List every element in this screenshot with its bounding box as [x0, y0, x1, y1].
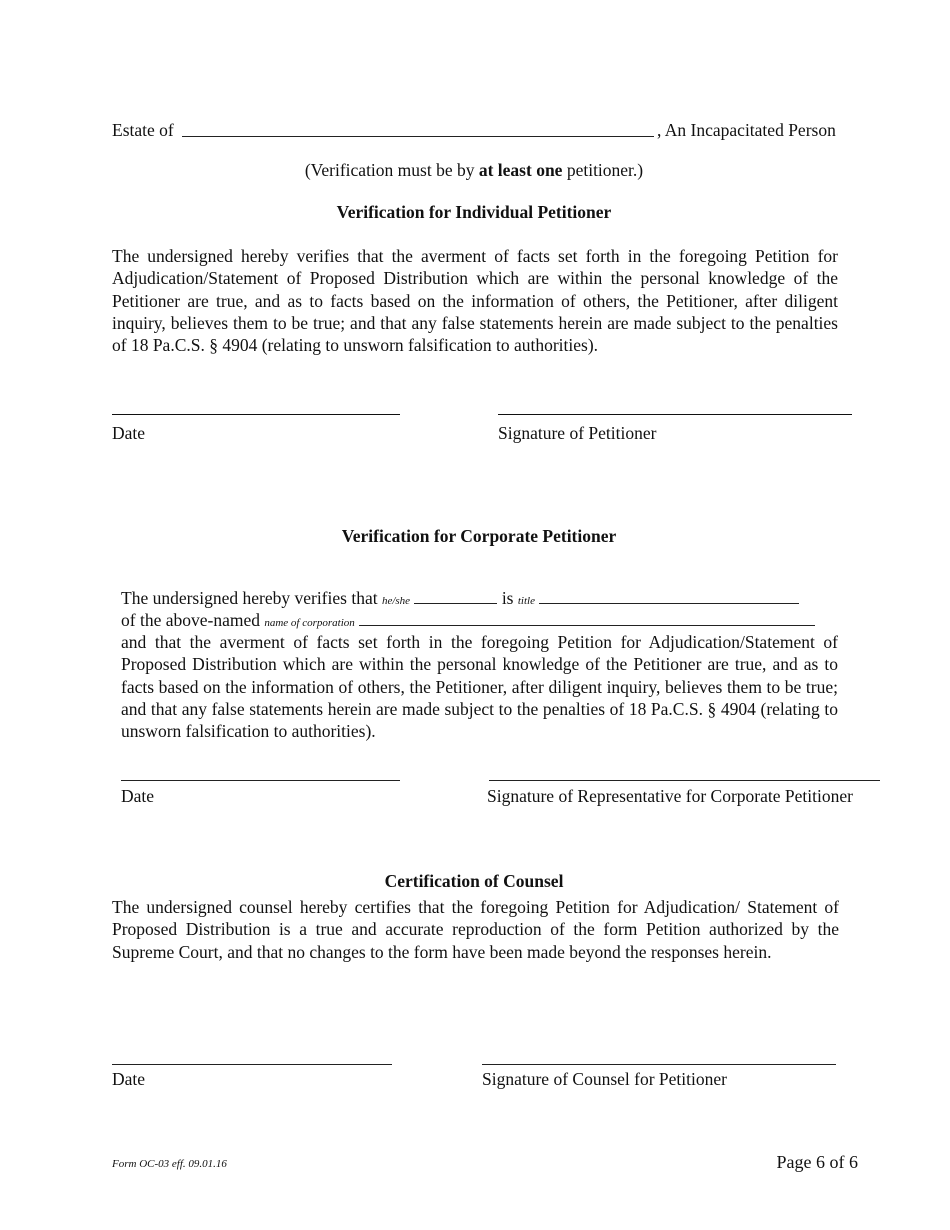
- title-field[interactable]: [539, 589, 799, 604]
- estate-prefix: Estate of: [112, 120, 174, 140]
- individual-heading: Verification for Individual Petitioner: [336, 202, 612, 222]
- page-number: Page 6 of 6: [776, 1152, 858, 1172]
- verification-notice: [0, 159, 948, 181]
- hint-heshe: he/she: [381, 595, 411, 607]
- individual-signature-label: Signature of Petitioner: [498, 423, 657, 443]
- estate-suffix: , An Incapacitated Person: [657, 120, 836, 140]
- counsel-signature-line[interactable]: [482, 1064, 836, 1065]
- hint-corporation: name of corporation: [264, 617, 355, 629]
- estate-name-field[interactable]: [182, 136, 654, 137]
- counsel-heading: Certification of Counsel: [384, 871, 564, 891]
- counsel-date-line[interactable]: [112, 1064, 392, 1065]
- corporation-name-field[interactable]: [359, 611, 815, 626]
- notice-bold: at least one: [478, 160, 563, 180]
- hint-title: title: [517, 595, 535, 607]
- corporate-date-line[interactable]: [121, 780, 400, 781]
- above-named: of the above-named: [121, 610, 260, 630]
- corporate-signature-line[interactable]: [489, 780, 880, 781]
- corporate-signature-label: Signature of Representative for Corporate Petitioner: [487, 786, 853, 806]
- notice-suffix: petitioner.): [562, 160, 644, 180]
- corporate-body: and that the averment of facts set forth in the foregoing Petition for Adjudication/Statement of Proposed Distribution which are within the personal knowledge of the Petitioner are true, and as to facts based on the information of others, the Petitioner, after diligent inquiry, believes them to be true; and that any false statements herein are made subject to the penalties of 18 Pa.C.S. § 4904 (relating to unsworn falsification to authorities).: [121, 632, 838, 742]
- counsel-body: The undersigned counsel hereby certifies that the foregoing Petition for Adjudication/ Statement of Proposed Distribution is a true and accurate reproduction of the form Petition authorized by the Supreme Court, and that no changes to the form have been made beyond the responses herein.: [112, 897, 839, 962]
- individual-date-line[interactable]: [112, 414, 400, 415]
- is-word: is: [501, 588, 514, 608]
- corporate-heading: Verification for Corporate Petitioner: [341, 526, 617, 546]
- corporate-lead: The undersigned hereby verifies that: [121, 588, 378, 608]
- individual-signature-line[interactable]: [498, 414, 852, 415]
- counsel-signature-label: Signature of Counsel for Petitioner: [482, 1069, 727, 1089]
- individual-date-label: Date: [112, 423, 146, 443]
- heshe-field[interactable]: [414, 589, 497, 604]
- corporate-date-label: Date: [121, 786, 155, 806]
- form-id: Form OC-03 eff. 09.01.16: [112, 1158, 227, 1170]
- individual-body: The undersigned hereby verifies that the averment of facts set forth in the foregoing Petition for Adjudication/Statement of Proposed Distribution which are within the personal knowledge of the Petitioner are true, and as to facts based on the information of others, the Petitioner, after diligent inquiry, believes them to be true; and that any false statements herein are made subject to the penalties of 18 Pa.C.S. § 4904 (relating to unsworn falsification to authorities).: [112, 246, 838, 356]
- notice-prefix: (Verification must be by: [304, 160, 479, 180]
- counsel-date-label: Date: [112, 1069, 146, 1089]
